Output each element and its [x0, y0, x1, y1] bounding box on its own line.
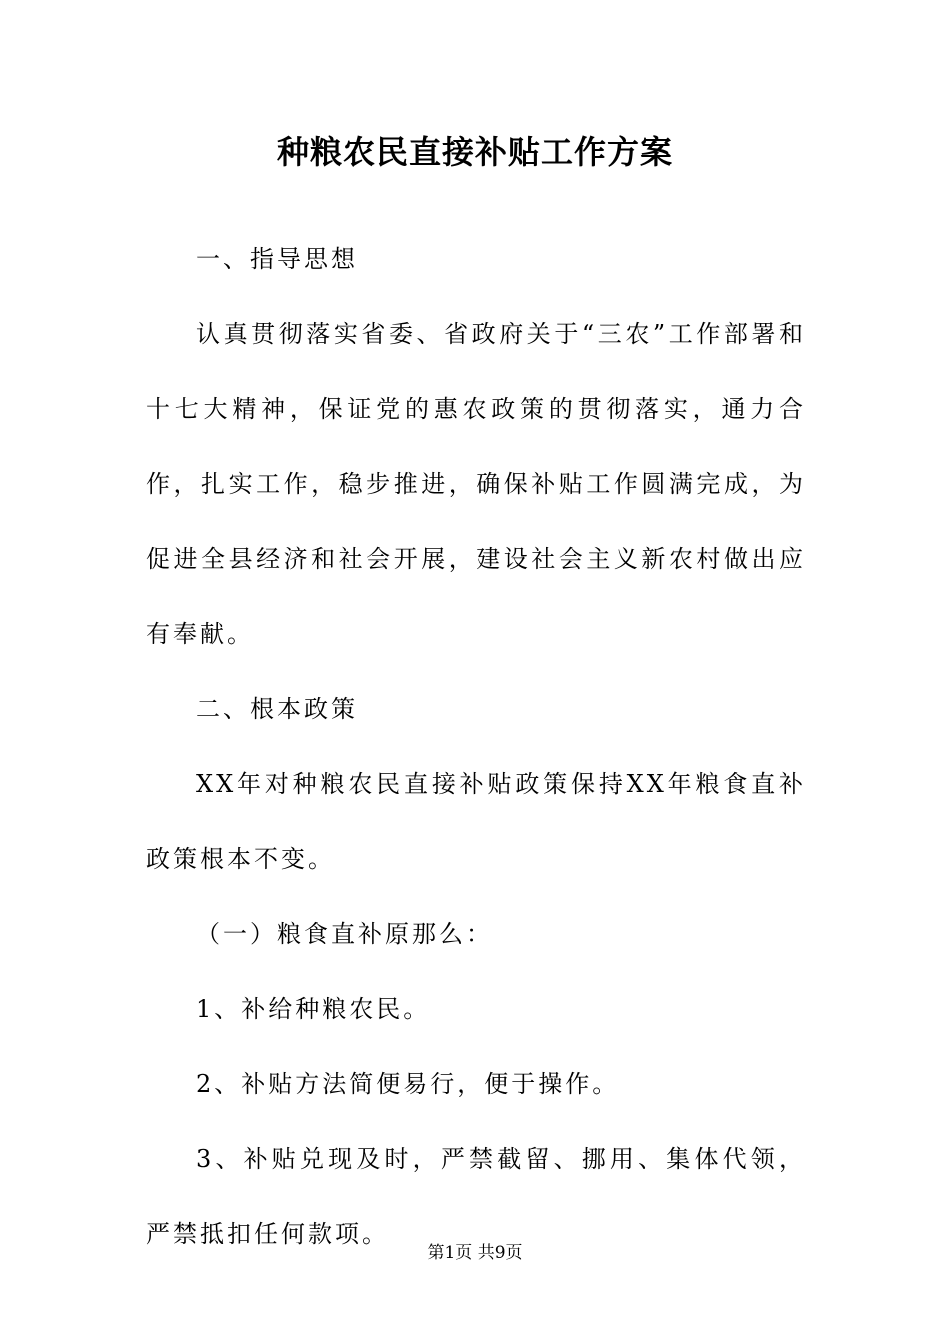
document-body [146, 222, 806, 1272]
list-item-principle-3: 3、补贴兑现及时，严禁截留、挪用、集体代领，严禁抵扣任何款项。 [146, 1145, 806, 1248]
page-number-footer: 第1页 共9页 [427, 1243, 523, 1263]
subsection-heading-principles: （一）粮食直补原那么： [196, 920, 493, 948]
paragraph-guiding-thought: 认真贯彻落实省委、省政府关于“三农”工作部署和十七大精神，保证党的惠农政策的贯彻落实，通力合作，扎实工作，稳步推进，确保补贴工作圆满完成，为促进全县经济和社会开展，建设社会主义新农村做出应有奉献。 [146, 320, 806, 648]
section-heading-guiding-thought: 一、指导思想 [196, 245, 358, 273]
section-heading-basic-policy: 二、根本政策 [196, 695, 358, 723]
list-item-principle-2: 2、补贴方法简便易行，便于操作。 [196, 1070, 620, 1098]
document-title: 种粮农民直接补贴工作方案 [276, 133, 673, 171]
paragraph-basic-policy: XX年对种粮农民直接补贴政策保持XX年粮食直补政策根本不变。 [146, 770, 806, 873]
list-item-principle-1: 1、补给种粮农民。 [196, 995, 431, 1023]
